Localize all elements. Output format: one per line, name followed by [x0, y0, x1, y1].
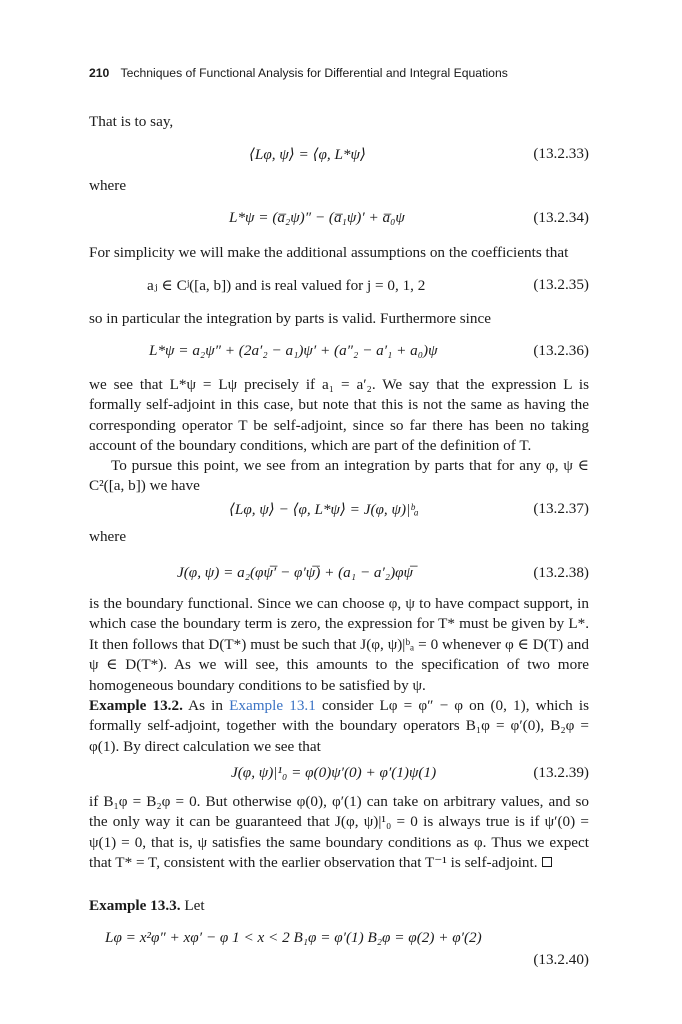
- paragraph: For simplicity we will make the additional assumptions on the coefficients that: [89, 244, 569, 261]
- paragraph: That is to say,: [89, 113, 174, 130]
- paragraph: [89, 792, 589, 874]
- example-13-2: [89, 696, 589, 757]
- equation-13-2-36: [89, 342, 589, 364]
- equation-number: (13.2.38): [533, 564, 589, 581]
- equation-body: ⟨Lφ, ψ⟩ = ⟨φ, L*ψ⟩: [249, 146, 366, 163]
- paragraph: where: [89, 177, 127, 194]
- equation-body: L*ψ = a₂ψ″ + (2a′₂ − a₁)ψ′ + (a″₂ − a′₁ + a₀)ψ: [149, 342, 438, 359]
- paragraph: so in particular the integration by parts is valid. Furthermore since: [89, 310, 491, 327]
- equation-body: aⱼ ∈ Cʲ([a, b]) and is real valued for j = 0, 1, 2: [147, 277, 426, 294]
- paragraph: is the boundary functional. Since we can choose φ, ψ to have compact support, in which case the boundary term is zero, the expression for T* must be given by L*. It then follows that D(T*) must be such that J(φ, ψ)|ᵇₐ = 0 whenever φ ∈ D(T) and ψ ∈ D(T*). As we will see, this amounts to the specification of two more homogeneous boundary conditions to be satisfied by ψ.: [89, 595, 589, 694]
- equation-13-2-38: [89, 564, 589, 586]
- equation-number: (13.2.34): [533, 209, 589, 226]
- equation-body: J(φ, ψ)|¹₀ = φ(0)ψ′(0) + φ′(1)ψ(1): [231, 764, 437, 781]
- running-header: [89, 66, 508, 80]
- equation-number: (13.2.37): [533, 500, 589, 517]
- example-text: Let: [184, 897, 205, 914]
- equation-13-2-33: [89, 145, 589, 167]
- example-text-lead: As in: [188, 697, 223, 714]
- page-number: 210: [89, 66, 110, 80]
- equation-13-2-35: [89, 276, 589, 298]
- paragraph: we see that L*ψ = Lψ precisely if a₁ = a′₂. We say that the expression L is formally self-adjoint in this case, but note that this is not the same as having the corresponding operator T be self-adjoint, since so far there has been no taking account of the boundary conditions, which are part of the definition of T.: [89, 376, 589, 455]
- running-title: Techniques of Functional Analysis for Differential and Integral Equations: [120, 66, 508, 80]
- equation-number: (13.2.35): [533, 276, 589, 293]
- paragraph: To pursue this point, we see from an integration by parts that for any φ, ψ ∈ C²([a, b]) we have: [89, 457, 589, 495]
- paragraph: where: [89, 528, 127, 545]
- equation-number: (13.2.36): [533, 342, 589, 359]
- example-13-1-link[interactable]: Example 13.1: [229, 697, 316, 714]
- equation-body: L*ψ = (a̅₂ψ)″ − (a̅₁ψ)′ + a̅₀ψ: [229, 209, 405, 226]
- example-text: consider Lφ = φ″ − φ on (0, 1), which is formally self-adjoint, together with the boundary operators B₁φ = φ′(0), B₂φ = φ(1). By direct calculation we see that: [89, 697, 589, 755]
- equation-number: (13.2.40): [533, 951, 589, 968]
- paragraph-text: if B₁φ = B₂φ = 0. But otherwise φ(0), φ′(1) can take on arbitrary values, and so the only way it can be guaranteed that J(φ, ψ)|¹₀ = 0 is always true is if ψ′(0) = ψ(1) = 0, that is, ψ satisfies the same boundary conditions as φ. Thus we expect that T* = T, consistent with the earlier observation that T⁻¹ is self-adjoint.: [89, 793, 589, 872]
- example-label: Example 13.2.: [89, 697, 183, 714]
- equation-13-2-40: [89, 929, 589, 973]
- equation-13-2-39: [89, 764, 589, 786]
- equation-body: ⟨Lφ, ψ⟩ − ⟨φ, L*ψ⟩ = J(φ, ψ)|ᵇₐ: [229, 501, 419, 518]
- example-label: Example 13.3.: [89, 897, 181, 914]
- equation-body: Lφ = x²φ″ + xφ′ − φ 1 < x < 2 B₁φ = φ′(1) B₂φ = φ(2) + φ′(2): [105, 929, 482, 946]
- equation-number: (13.2.39): [533, 764, 589, 781]
- qed-square-icon: [542, 857, 552, 867]
- equation-number: (13.2.33): [533, 145, 589, 162]
- equation-13-2-37: [89, 500, 589, 522]
- equation-13-2-34: [89, 209, 589, 231]
- example-13-3: [89, 896, 589, 916]
- equation-body: J(φ, ψ) = a₂(φψ̅′ − φ′ψ̅) + (a₁ − a′₂)φψ̅: [177, 564, 413, 581]
